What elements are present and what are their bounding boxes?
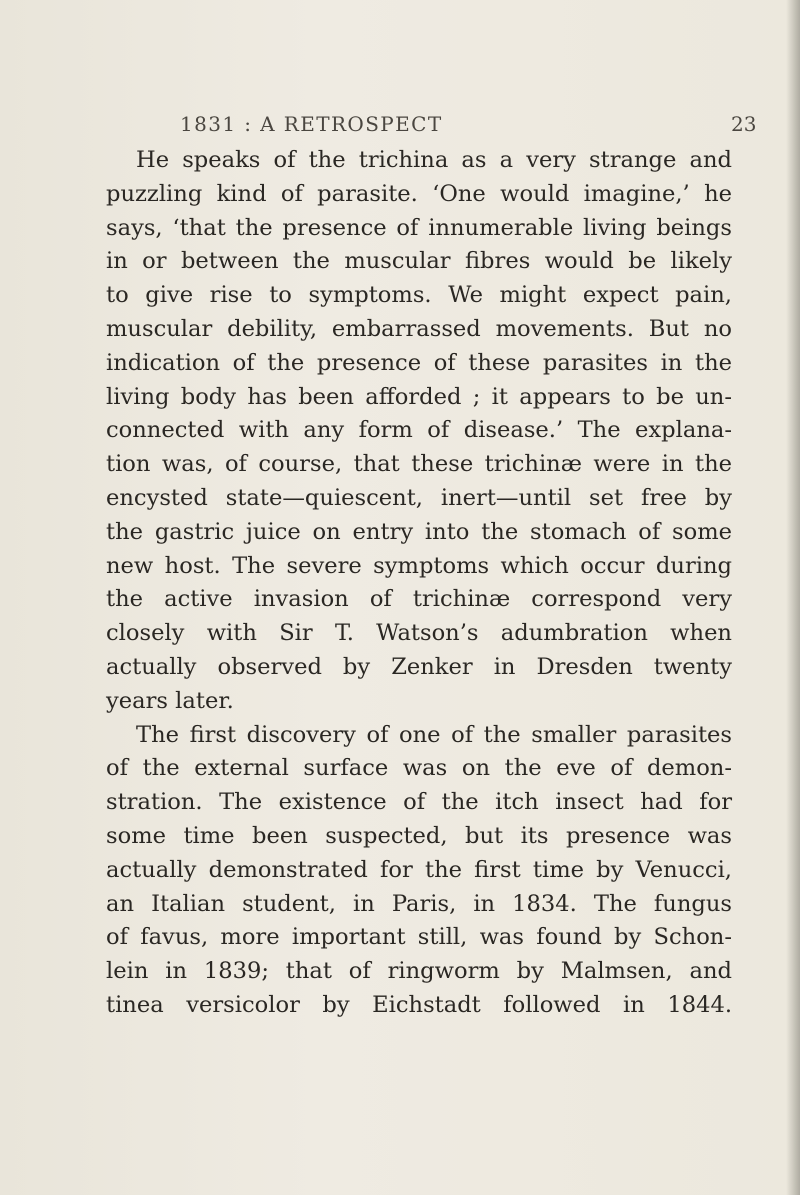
text-line: actually observed by Zenker in Dresden twenty bbox=[106, 653, 732, 680]
text-line: muscular debility, embarrassed movements. But no bbox=[106, 315, 732, 342]
page-edge-shadow bbox=[786, 0, 800, 1195]
text-line: indication of the presence of these parasites in the bbox=[106, 349, 732, 376]
text-line: to give rise to symptoms. We might expect pain, bbox=[106, 282, 732, 309]
running-head-title: 1831 : A RETROSPECT bbox=[180, 112, 443, 136]
text-line: encysted state—quiescent, inert—until set free by bbox=[106, 484, 732, 511]
text-line: tion was, of course, that these trichinæ were in the bbox=[106, 451, 732, 478]
body-text bbox=[106, 144, 732, 1023]
running-head bbox=[0, 112, 800, 140]
text-line: stration. The existence of the itch insect had for bbox=[106, 789, 732, 816]
text-line: some time been suspected, but its presence was bbox=[106, 822, 732, 849]
text-line: the active invasion of trichinæ correspond very bbox=[106, 586, 732, 613]
text-line: in or between the muscular fibres would be likely bbox=[106, 248, 732, 275]
text-line: lein in 1839; that of ringworm by Malmsen, and bbox=[106, 958, 732, 985]
text-line: He speaks of the trichina as a very strange and bbox=[136, 147, 732, 173]
text-line: of favus, more important still, was found by Schon- bbox=[106, 924, 732, 951]
text-line: actually demonstrated for the first time by Venucci, bbox=[106, 856, 732, 883]
text-line: an Italian student, in Paris, in 1834. The fungus bbox=[106, 890, 732, 917]
text-line: puzzling kind of parasite. ‘One would imagine,’ he bbox=[106, 180, 732, 207]
text-line: tinea versicolor by Eichstadt followed in 1844. bbox=[106, 991, 732, 1018]
text-line: the gastric juice on entry into the stomach of some bbox=[106, 518, 732, 545]
text-line: The first discovery of one of the smaller parasites bbox=[136, 721, 732, 748]
text-line: living body has been afforded ; it appears to be un- bbox=[106, 383, 732, 410]
text-line: closely with Sir T. Watson’s adumbration when bbox=[106, 620, 732, 647]
text-line: new host. The severe symptoms which occur during bbox=[106, 552, 732, 579]
text-line: says, ‘that the presence of innumerable living beings bbox=[106, 214, 732, 241]
text-line: of the external surface was on the eve of demon- bbox=[106, 755, 732, 782]
text-line: connected with any form of disease.’ The explana- bbox=[106, 417, 732, 444]
text-line: years later. bbox=[106, 687, 234, 714]
page-number: 23 bbox=[731, 112, 757, 136]
